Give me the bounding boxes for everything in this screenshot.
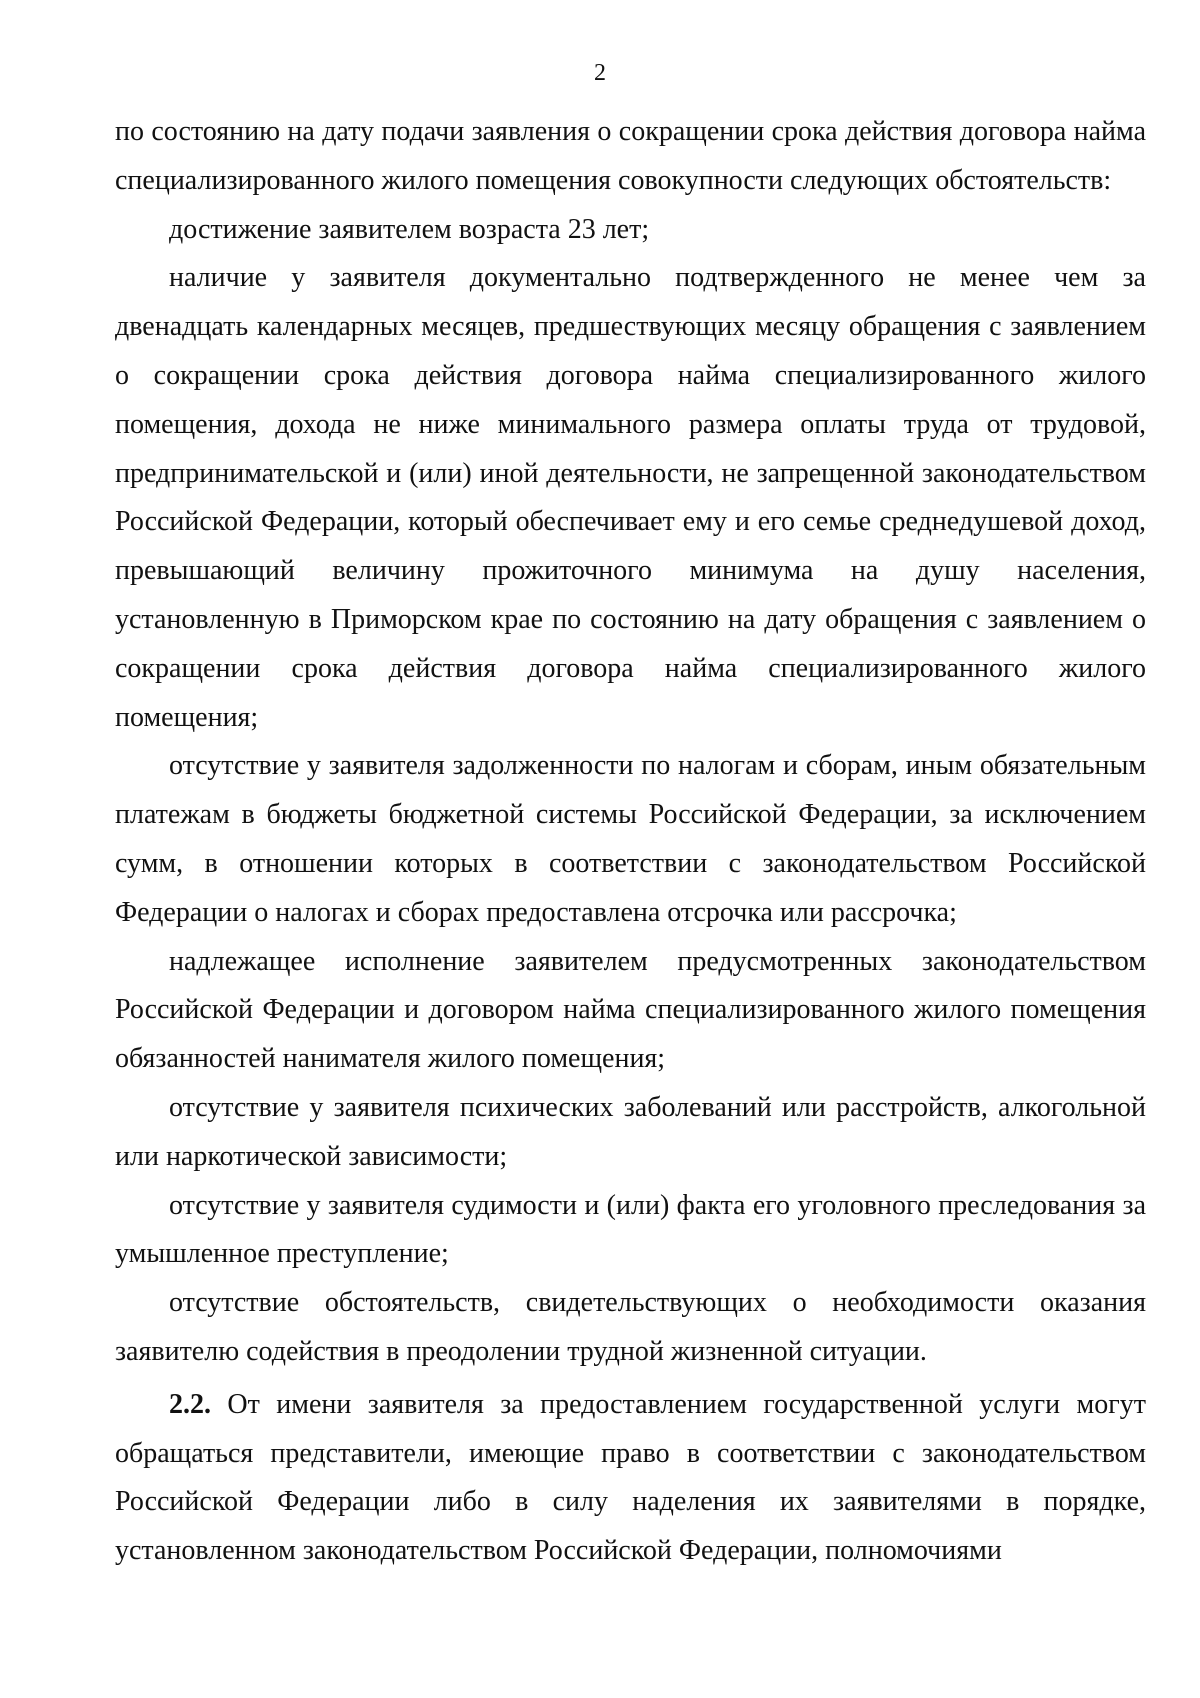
paragraph-hardship-condition: отсутствие обстоятельств, свидетельствующих о необходимости оказания заявителю содействия в преодолении трудной жизненной ситуации. [115,1287,1146,1367]
clause-number: 2.2. [169,1388,211,1420]
paragraph-obligations-condition: надлежащее исполнение заявителем предусмотренных законодательством Российской Федерации и договором найма специализированного жилого помещения обязанностей нанимателя жилого помещения; [115,945,1146,1075]
clause-text: От имени заявителя за предоставлением государственной услуги могут обращаться представители, имеющие право в соответствии с законодательством Российской Федерации либо в силу наделения их заявителями в порядке, установленном законодательством Российской Федерации, полномочиями [115,1388,1146,1567]
page-number: 2 [594,60,606,86]
paragraph-income-condition: наличие у заявителя документально подтвержденного не менее чем за двенадцать календарных месяцев, предшествующих месяцу обращения с заявлением о сокращении срока действия договора найма специализированного жилого помещения, дохода не ниже минимального размера оплаты труда от трудовой, предпринимательской и (или) иной деятельности, не запрещенной законодательством Российской Федерации, который обеспечивает ему и его семье среднедушевой доход, превышающий величину прожиточного минимума на душу населения, установленную в Приморском крае по состоянию на дату обращения с заявлением о сокращении срока действия договора найма специализированного жилого помещения; [115,262,1146,733]
paragraph-health-condition: отсутствие у заявителя психических заболеваний или расстройств, алкогольной или наркотической зависимости; [115,1091,1146,1172]
paragraph-criminal-record-condition: отсутствие у заявителя судимости и (или) факта его уголовного преследования за умышленное преступление; [115,1189,1146,1270]
clause-2-2 [115,1381,1146,1576]
paragraph-tax-debt-condition: отсутствие у заявителя задолженности по налогам и сборам, иным обязательным платежам в бюджеты бюджетной системы Российской Федерации, за исключением сумм, в отношении которых в соответствии с законодательством Российской Федерации о налогах и сборах предоставлена отсрочка или рассрочка; [115,750,1146,928]
paragraph-age-condition: достижение заявителем возраста 23 лет; [169,213,650,245]
paragraph-continuation: по состоянию на дату подачи заявления о сокращении срока действия договора найма специализированного жилого помещения совокупности следующих обстоятельств: [115,116,1146,196]
document-body [115,108,1146,1576]
